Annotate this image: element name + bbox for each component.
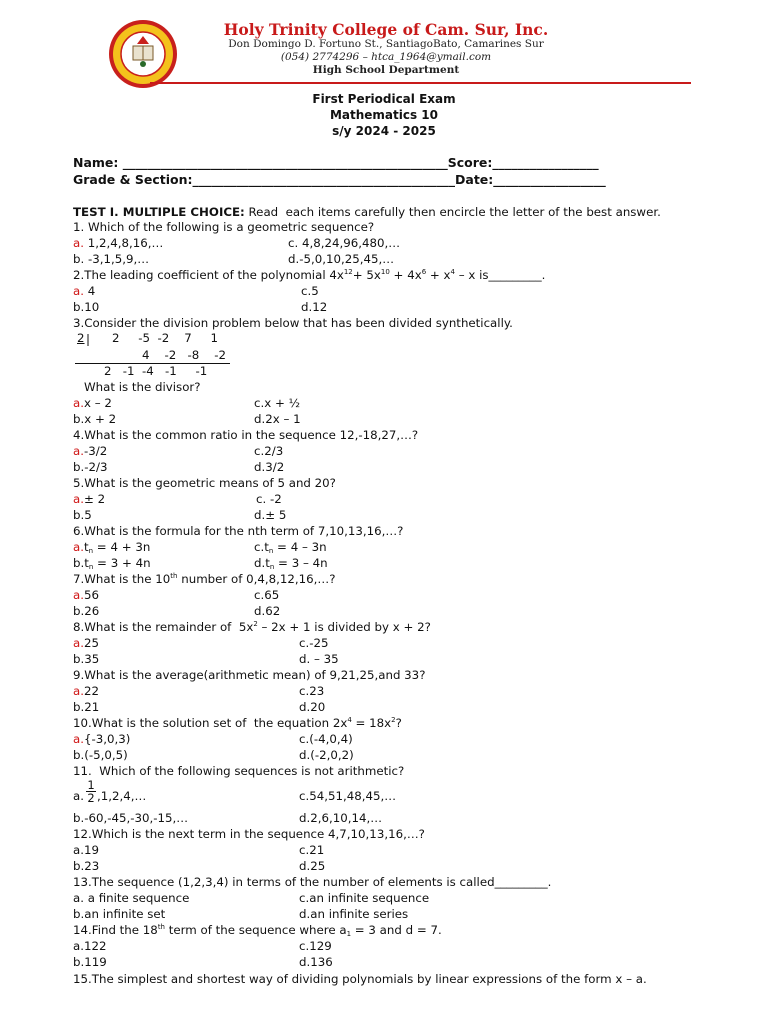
- q13-option-d: d.an infinite series: [299, 907, 409, 921]
- q8-option-b: b.35: [73, 652, 100, 666]
- q5-option-d: d.± 5: [254, 508, 287, 522]
- q10-option-c: c.(-4,0,4): [299, 732, 353, 746]
- q9-option-a: a.22: [73, 684, 99, 698]
- q2-option-b: b.10: [73, 300, 100, 314]
- q10-option-b: b.(-5,0,5): [73, 748, 128, 762]
- q1-option-c: c. 4,8,24,96,480,…: [288, 236, 401, 250]
- school-name: Holy Trinity College of Cam. Sur, Inc.: [223, 20, 549, 39]
- q2-option-c: c.5: [301, 284, 319, 298]
- q14-option-b: b.119: [73, 955, 107, 969]
- q7-option-d: d.62: [254, 604, 281, 618]
- q14-option-a: a.122: [73, 939, 107, 953]
- question-15: 15.The simplest and shortest way of dividing polynomials by linear expressions of the form x – a.: [73, 972, 647, 986]
- name-score-row: Name: ____________________________________________________Score:_________________: [73, 155, 599, 170]
- q3-option-c: c.x + ½: [254, 396, 301, 410]
- letterhead: [0, 0, 768, 90]
- division-bracket-icon: [85, 334, 93, 348]
- q9-option-d: d.20: [299, 700, 326, 714]
- q6-option-d: $d.t_n = 3 - 4n$: [254, 556, 328, 571]
- q3-option-b: b.x + 2: [73, 412, 117, 426]
- exam-title: First Periodical Exam: [312, 92, 456, 106]
- q2-option-d: d.12: [301, 300, 328, 314]
- test-instruction-text: Read each items carefully then encircle the letter of the best answer.: [244, 205, 661, 219]
- q3-option-a: a.x – 2: [73, 396, 112, 410]
- q1-option-a: a. 1,2,4,8,16,…: [73, 236, 164, 250]
- q7-option-c: c.65: [254, 588, 280, 602]
- q4-option-b: b.-2/3: [73, 460, 108, 474]
- question-6: 6.What is the formula for the nth term of 7,10,13,16,…?: [73, 524, 404, 538]
- q11-option-a: ,1,2,4,…: [97, 789, 147, 803]
- question-11: 11. Which of the following sequences is not arithmetic?: [73, 764, 405, 778]
- q11-option-c: c.54,51,48,45,…: [299, 789, 397, 803]
- q5-option-a: a.± 2: [73, 492, 106, 506]
- q10-option-a: a.{-3,0,3): [73, 732, 131, 746]
- q12-option-c: c.21: [299, 843, 325, 857]
- question-8: 8.What is the remainder of $5x^2 - 2x + 1$ is divided by x + 2?: [73, 620, 431, 634]
- q12-option-b: b.23: [73, 859, 100, 873]
- q9-option-c: c.23: [299, 684, 325, 698]
- q6-option-c: $c.t_n = 4 - 3n$: [254, 540, 327, 555]
- q3-subquestion: What is the divisor?: [84, 380, 201, 394]
- school-address: Don Domingo D. Fortuno St., SantiagoBato, Camarines Sur: [228, 38, 544, 50]
- test-instructions: [73, 204, 661, 220]
- q11-option-d: d.2,6,10,14,…: [299, 811, 383, 825]
- q9-option-b: b.21: [73, 700, 100, 714]
- question-4: 4.What is the common ratio in the sequence 12,-18,27,…?: [73, 428, 419, 442]
- question-12: 12.Which is the next term in the sequence 4,7,10,13,16,…?: [73, 827, 425, 841]
- q14-option-c: c.129: [299, 939, 332, 953]
- q13-option-c: c.an infinite sequence: [299, 891, 430, 905]
- synthetic-divisor: 2: [77, 331, 85, 345]
- q1-option-b: b. -3,1,5,9,…: [73, 252, 150, 266]
- q5-option-c: c. -2: [256, 492, 282, 506]
- q3-option-d: d.2x – 1: [254, 412, 301, 426]
- q11-fraction: [86, 779, 96, 804]
- synthetic-row-2: 4 -2 -8 -2: [142, 348, 227, 362]
- school-contact: (054) 2774296 – htca_1964@ymail.com: [280, 51, 492, 63]
- q4-option-c: c.2/3: [254, 444, 284, 458]
- q5-option-b: b.5: [73, 508, 92, 522]
- school-year: s/y 2024 - 2025: [332, 124, 436, 138]
- question-1: 1. Which of the following is a geometric sequence?: [73, 220, 375, 234]
- q12-option-a: a.19: [73, 843, 99, 857]
- q13-option-b: b.an infinite set: [73, 907, 166, 921]
- synthetic-row-3: 2 -1 -4 -1 -1: [104, 364, 208, 378]
- q2-option-a: a. 4: [73, 284, 96, 298]
- q6-option-a: $a.t_n = 4 + 3n$: [73, 540, 151, 555]
- question-5: 5.What is the geometric means of 5 and 20?: [73, 476, 336, 490]
- test-heading: TEST I. MULTIPLE CHOICE:: [73, 205, 245, 219]
- fraction-denominator: 2: [87, 791, 95, 805]
- q11-option-b: b.-60,-45,-30,-15,…: [73, 811, 189, 825]
- synthetic-row-1: 2 -5 -2 7 1: [112, 331, 219, 345]
- question-7: 7.What is the 10th number of 0,4,8,12,16,…?: [73, 572, 336, 586]
- q14-option-d: d.136: [299, 955, 333, 969]
- q8-option-c: c.-25: [299, 636, 329, 650]
- q7-option-a: a.56: [73, 588, 99, 602]
- question-13: 13.The sequence (1,2,3,4) in terms of the number of elements is called_________.: [73, 875, 552, 889]
- grade-date-row: Grade & Section:__________________________________________Date:__________________: [73, 172, 606, 187]
- q10-option-d: d.(-2,0,2): [299, 748, 354, 762]
- question-14: 14.Find the 18th term of the sequence where $a_1 = 3$ and d = 7.: [73, 923, 442, 938]
- exam-subject: Mathematics 10: [329, 108, 439, 122]
- q12-option-d: d.25: [299, 859, 326, 873]
- header-divider: [150, 82, 691, 84]
- q1-option-d: d.-5,0,10,25,45,…: [288, 252, 395, 266]
- question-2: 2.The leading coefficient of the polynomial $4x^{12}+ 5x^{10} + 4x^6 + x^4 - x$ is_________.: [73, 268, 546, 282]
- question-10: 10.What is the solution set of the equation $2x^4 = 18x^2$?: [73, 716, 402, 730]
- q13-option-a: a. a finite sequence: [73, 891, 190, 905]
- q8-option-d: d. – 35: [299, 652, 339, 666]
- question-9: 9.What is the average(arithmetic mean) of 9,21,25,and 33?: [73, 668, 426, 682]
- q8-option-a: a.25: [73, 636, 99, 650]
- q4-option-a: a.-3/2: [73, 444, 108, 458]
- q4-option-d: d.3/2: [254, 460, 285, 474]
- q6-option-b: $b.t_n = 3 + 4n$: [73, 556, 151, 571]
- department-name: High School Department: [312, 64, 460, 76]
- school-seal-icon: [107, 18, 179, 90]
- q11-option-a-label: a.: [73, 789, 84, 803]
- question-3: 3.Consider the division problem below that has been divided synthetically.: [73, 316, 513, 330]
- q7-option-b: b.26: [73, 604, 100, 618]
- fraction-numerator: 1: [87, 778, 95, 792]
